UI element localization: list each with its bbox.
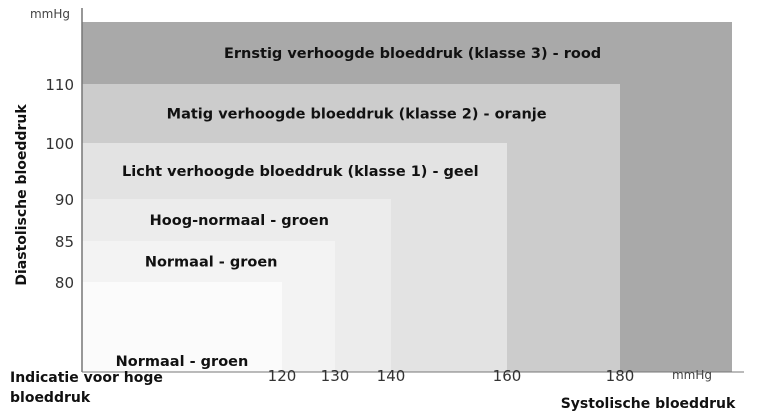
y-tick-label: 80 [54, 274, 74, 292]
y-tick-label: 85 [54, 233, 74, 251]
band-label: Hoog-normaal - groen [149, 213, 329, 229]
x-tick-label: 140 [376, 367, 406, 385]
bands-group [82, 22, 732, 372]
band-label: Licht verhoogde bloeddruk (klasse 1) - geel [122, 164, 479, 180]
x-axis-title: Systolische bloeddruk [560, 396, 736, 412]
x-tick-label: 120 [267, 367, 297, 385]
band-label: Ernstig verhoogde bloeddruk (klasse 3) - rood [224, 46, 602, 62]
corner-note [10, 370, 168, 406]
y-tick-label: 90 [54, 191, 74, 209]
y-axis-title: Diastolische bloeddruk [14, 104, 30, 286]
corner-note-line-1: Indicatie voor hoge [10, 370, 163, 386]
x-tick-label: 180 [605, 367, 635, 385]
y-unit-label: mmHg [29, 7, 70, 21]
y-ticks-group [45, 76, 74, 292]
x-unit-label: mmHg [671, 368, 713, 382]
y-tick-label: 110 [45, 76, 74, 94]
x-tick-label: 130 [320, 367, 350, 385]
band-label: Normaal - groen [144, 254, 278, 271]
band-label: Normaal - groen [115, 354, 249, 370]
x-tick-label: 160 [492, 367, 522, 385]
band-label: Matig verhoogde bloeddruk (klasse 2) - oranje [166, 106, 547, 123]
corner-note-line-2: bloeddruk [10, 390, 91, 406]
y-tick-label: 100 [45, 135, 74, 153]
